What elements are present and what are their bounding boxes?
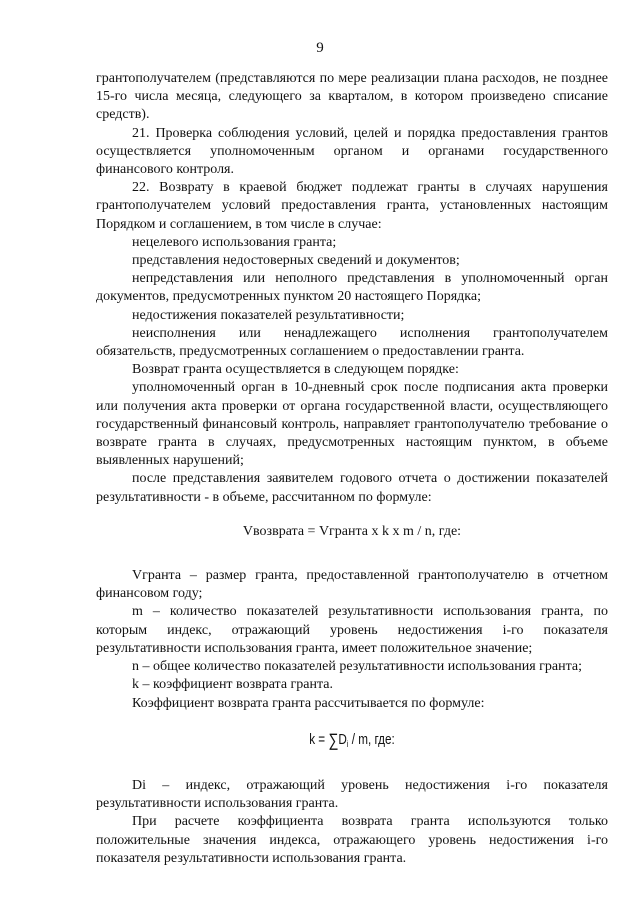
page-number: 9 <box>316 40 324 56</box>
formula-var: D <box>338 730 347 748</box>
paragraph: недостижения показателей результативности; <box>132 307 405 323</box>
paragraph: уполномоченный орган в 10-дневный срок после подписания акта проверки или получения акта проверки от органа государственной власти, осуществляющего государственный финансовый контроль, направляет грантополучателю требование о возврате гранта в случаях, предусмотренных настоящим пунктом, в объеме выявленных нарушений; <box>96 380 608 469</box>
paragraph: m – количество показателей результативности использования гранта, по которым индекс, отражающий уровень недостижения i-го показателя результативности использования гранта, имеет положительное значение; <box>96 604 608 656</box>
paragraph: Di – индекс, отражающий уровень недостижения i-го показателя результативности использования гранта. <box>96 777 608 812</box>
paragraphs-top <box>96 70 608 507</box>
paragraph: Коэффициент возврата гранта рассчитывается по формуле: <box>132 695 485 711</box>
document-body <box>96 70 608 868</box>
paragraph: Возврат гранта осуществляется в следующем порядке: <box>132 362 459 378</box>
formula-subscript: i <box>346 738 349 749</box>
paragraph: грантополучателем (представляются по мере реализации плана расходов, не позднее 15-го числа месяца, следующего за кварталом, в котором произведено списание средств). <box>96 71 608 123</box>
paragraph: k – коэффициент возврата гранта. <box>132 677 334 693</box>
paragraph: Vгранта – размер гранта, предоставленной грантополучателю в отчетном финансовом году; <box>96 568 608 602</box>
paragraph: 22. Возврату в краевой бюджет подлежат гранты в случаях нарушения грантополучателем условий предоставления гранта, установленных настоящим Порядком и соглашением, в том числе в случае: <box>96 180 608 232</box>
paragraph: нецелевого использования гранта; <box>132 234 337 250</box>
paragraph: При расчете коэффициента возврата гранта используются только положительные значения индекса, отражающего уровень недостижения i-го показателя результативности использования гранта. <box>96 814 608 866</box>
formula-k-right: / m, где: <box>348 730 395 748</box>
paragraph: 21. Проверка соблюдения условий, целей и порядка предоставления грантов осуществляется уполномоченным органом и органами государственного финансового контроля. <box>96 125 608 178</box>
paragraph: неисполнения или ненадлежащего исполнения грантополучателем обязательств, предусмотренных соглашением о предоставлении гранта. <box>96 325 608 360</box>
paragraphs-bottom <box>96 777 608 868</box>
paragraph: n – общее количество показателей результативности использования гранта; <box>132 659 582 675</box>
paragraphs-mid <box>96 567 608 713</box>
formula-k-left: k = <box>309 730 329 748</box>
formula-return-volume: Vвозврата = Vгранта x k x m / n, где: <box>242 523 462 539</box>
paragraph: после представления заявителем годового отчета о достижении показателей результативности - в объеме, рассчитанном по формуле: <box>96 471 608 505</box>
paragraph: непредставления или неполного представления в уполномоченный орган документов, предусмотренных пунктом 20 настоящего Порядка; <box>96 271 608 305</box>
sigma-symbol: ∑ <box>328 729 339 750</box>
paragraph: представления недостоверных сведений и документов; <box>132 253 460 269</box>
formula-return-coefficient <box>152 731 551 753</box>
